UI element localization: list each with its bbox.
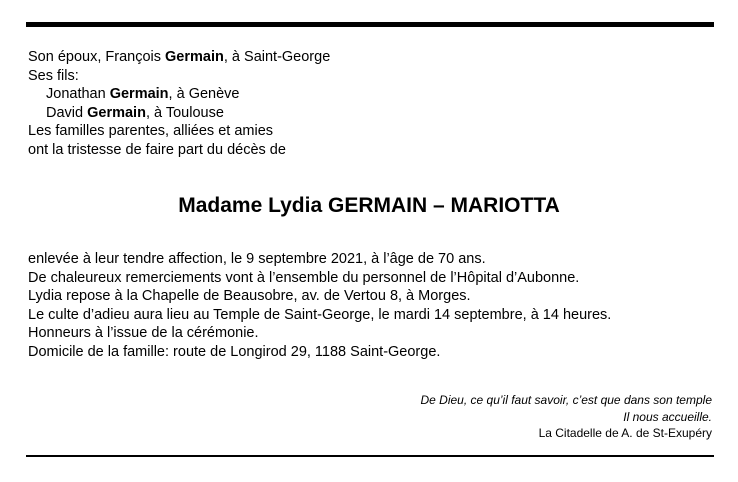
- spouse-line: [28, 48, 330, 67]
- detail-line: Lydia repose à la Chapelle de Beausobre, av. de Vertou 8, à Morges.: [28, 288, 471, 304]
- son-surname: Germain: [87, 104, 146, 121]
- son-line-jonathan: [28, 85, 330, 104]
- detail-line: Domicile de la famille: route de Longirod 29, 1188 Saint-George.: [28, 343, 441, 360]
- quote-line: De Dieu, ce qu’il faut savoir, c’est que dans son temple: [420, 393, 712, 407]
- quote-attribution: La Citadelle de A. de St-Exupéry: [538, 426, 712, 440]
- deceased-name: Madame Lydia GERMAIN – MARIOTTA: [178, 194, 560, 217]
- spouse-text: Son époux, François: [28, 49, 166, 65]
- top-divider: [26, 22, 714, 27]
- quote-line: Il nous accueille.: [623, 409, 712, 424]
- detail-line: De chaleureux remerciements vont à l’ensemble du personnel de l’Hôpital d’Aubonne.: [28, 269, 580, 286]
- son-location: , à Genève: [168, 86, 240, 102]
- quote-block: [421, 392, 713, 442]
- sons-heading: Ses fils:: [28, 67, 79, 84]
- spouse-surname: Germain: [165, 49, 224, 65]
- families-line: Les familles parentes, alliées et amies: [28, 123, 274, 139]
- son-location: , à Toulouse: [145, 104, 224, 121]
- detail-line: Honneurs à l’issue de la cérémonie.: [28, 325, 259, 341]
- details-block: [28, 250, 611, 361]
- son-firstname: Jonathan: [46, 86, 110, 102]
- family-list: [28, 48, 330, 159]
- son-firstname: David: [46, 104, 88, 121]
- spouse-location: , à Saint-George: [223, 49, 331, 65]
- announcement-line: ont la tristesse de faire part du décès de: [28, 141, 286, 158]
- son-surname: Germain: [109, 86, 169, 102]
- detail-line: Le culte d’adieu aura lieu au Temple de Saint-George, le mardi 14 septembre, à 14 heures.: [28, 306, 612, 323]
- son-line-david: [28, 104, 330, 123]
- bottom-divider: [26, 455, 714, 457]
- detail-line: enlevée à leur tendre affection, le 9 septembre 2021, à l’âge de 70 ans.: [28, 251, 486, 267]
